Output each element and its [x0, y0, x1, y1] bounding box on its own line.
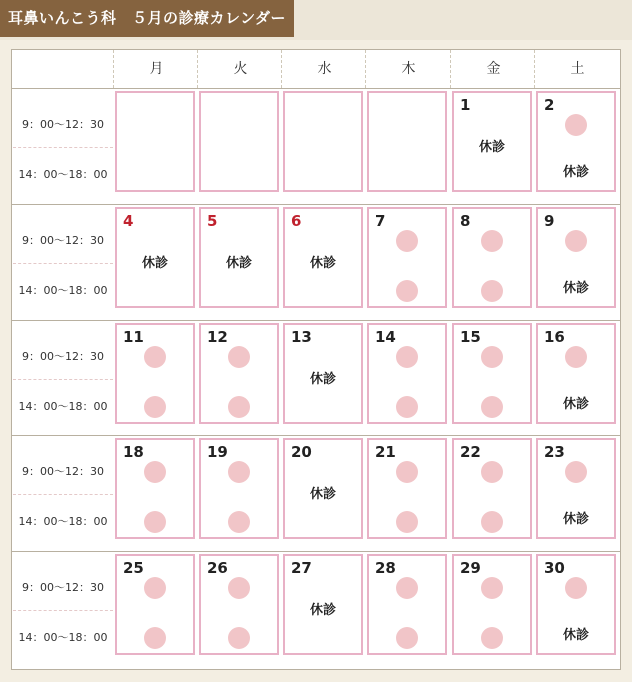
time-slot-divider — [13, 147, 113, 148]
time-slot-afternoon: 14：00～18：00 — [18, 631, 108, 644]
open-morning-dot — [228, 346, 250, 368]
day-number: 4 — [123, 212, 134, 230]
day-number: 6 — [291, 212, 302, 230]
open-morning-dot — [565, 230, 587, 252]
day-number: 16 — [544, 328, 565, 346]
row-separator — [11, 88, 621, 89]
day-number: 5 — [207, 212, 218, 230]
time-slot-morning: 9：00～12：30 — [22, 350, 104, 363]
closed-label: 休診 — [309, 603, 336, 618]
time-slot-morning: 9：00～12：30 — [22, 465, 104, 478]
day-number: 25 — [123, 559, 144, 577]
closed-label: 休診 — [562, 512, 589, 527]
day-cell[interactable] — [199, 438, 279, 539]
open-afternoon-dot — [481, 280, 503, 302]
day-number: 15 — [460, 328, 481, 346]
closed-label: 休診 — [309, 487, 336, 502]
open-afternoon-dot — [144, 627, 166, 649]
open-morning-dot — [481, 461, 503, 483]
open-morning-dot — [396, 461, 418, 483]
open-afternoon-dot — [396, 396, 418, 418]
day-number: 9 — [544, 212, 555, 230]
weekday-header: 水 — [317, 61, 332, 77]
day-number: 23 — [544, 443, 565, 461]
closed-label: 休診 — [562, 165, 589, 180]
day-number: 14 — [375, 328, 396, 346]
day-number: 22 — [460, 443, 481, 461]
day-number: 1 — [460, 96, 471, 114]
day-cell[interactable] — [452, 554, 532, 655]
open-morning-dot — [228, 461, 250, 483]
day-cell[interactable] — [536, 207, 616, 308]
day-cell[interactable] — [536, 91, 616, 192]
time-slot-afternoon: 14：00～18：00 — [18, 168, 108, 181]
open-afternoon-dot — [144, 511, 166, 533]
time-slot-morning: 9：00～12：30 — [22, 118, 104, 131]
day-cell[interactable] — [199, 91, 279, 192]
open-morning-dot — [565, 461, 587, 483]
closed-label: 休診 — [478, 140, 505, 155]
day-number: 27 — [291, 559, 312, 577]
open-morning-dot — [396, 230, 418, 252]
weekday-header: 月 — [149, 61, 164, 77]
day-cell[interactable] — [115, 91, 195, 192]
open-afternoon-dot — [396, 627, 418, 649]
time-slot-afternoon: 14：00～18：00 — [18, 515, 108, 528]
day-number: 20 — [291, 443, 312, 461]
weekday-header: 木 — [401, 61, 416, 77]
day-cell[interactable] — [199, 323, 279, 424]
day-cell[interactable] — [283, 554, 363, 655]
day-cell[interactable] — [536, 554, 616, 655]
day-cell[interactable] — [367, 438, 447, 539]
day-cell[interactable] — [536, 438, 616, 539]
open-afternoon-dot — [396, 511, 418, 533]
day-cell[interactable] — [452, 438, 532, 539]
closed-label: 休診 — [141, 256, 168, 271]
day-cell[interactable] — [283, 323, 363, 424]
open-morning-dot — [565, 114, 587, 136]
open-morning-dot — [481, 577, 503, 599]
row-separator — [11, 551, 621, 552]
open-afternoon-dot — [481, 396, 503, 418]
closed-label: 休診 — [562, 281, 589, 296]
day-number: 21 — [375, 443, 396, 461]
time-slot-divider — [13, 610, 113, 611]
day-number: 18 — [123, 443, 144, 461]
day-number: 19 — [207, 443, 228, 461]
row-separator — [11, 320, 621, 321]
open-morning-dot — [144, 346, 166, 368]
day-cell[interactable] — [199, 207, 279, 308]
day-number: 13 — [291, 328, 312, 346]
day-cell[interactable] — [283, 91, 363, 192]
open-afternoon-dot — [481, 627, 503, 649]
day-cell[interactable] — [115, 438, 195, 539]
weekday-header: 金 — [486, 61, 501, 77]
open-afternoon-dot — [144, 396, 166, 418]
closed-label: 休診 — [562, 397, 589, 412]
time-slot-afternoon: 14：00～18：00 — [18, 284, 108, 297]
day-cell[interactable] — [452, 207, 532, 308]
row-separator — [11, 435, 621, 436]
time-slot-divider — [13, 263, 113, 264]
day-number: 12 — [207, 328, 228, 346]
day-cell[interactable] — [452, 91, 532, 192]
weekday-header: 土 — [570, 61, 585, 77]
open-afternoon-dot — [228, 511, 250, 533]
open-morning-dot — [396, 577, 418, 599]
day-cell[interactable] — [452, 323, 532, 424]
time-slot-morning: 9：00～12：30 — [22, 234, 104, 247]
day-number: 29 — [460, 559, 481, 577]
day-cell[interactable] — [367, 207, 447, 308]
day-cell[interactable] — [283, 207, 363, 308]
closed-label: 休診 — [309, 256, 336, 271]
day-cell[interactable] — [283, 438, 363, 539]
time-slot-morning: 9：00～12：30 — [22, 581, 104, 594]
day-number: 7 — [375, 212, 386, 230]
open-morning-dot — [481, 230, 503, 252]
day-cell[interactable] — [367, 323, 447, 424]
day-number: 2 — [544, 96, 555, 114]
time-slot-afternoon: 14：00～18：00 — [18, 400, 108, 413]
day-cell[interactable] — [199, 554, 279, 655]
day-number: 26 — [207, 559, 228, 577]
page-title: 耳鼻いんこう科 ５月の診療カレンダー — [0, 0, 294, 37]
closed-label: 休診 — [562, 628, 589, 643]
closed-label: 休診 — [225, 256, 252, 271]
open-morning-dot — [144, 577, 166, 599]
day-number: 30 — [544, 559, 565, 577]
day-cell[interactable] — [115, 207, 195, 308]
open-morning-dot — [144, 461, 166, 483]
open-afternoon-dot — [396, 280, 418, 302]
day-cell[interactable] — [536, 323, 616, 424]
open-afternoon-dot — [481, 511, 503, 533]
day-number: 11 — [123, 328, 144, 346]
day-number: 8 — [460, 212, 471, 230]
open-morning-dot — [481, 346, 503, 368]
day-cell[interactable] — [367, 91, 447, 192]
day-cell[interactable] — [115, 323, 195, 424]
open-morning-dot — [228, 577, 250, 599]
closed-label: 休診 — [309, 372, 336, 387]
open-afternoon-dot — [228, 627, 250, 649]
time-slot-divider — [13, 494, 113, 495]
row-separator — [11, 204, 621, 205]
time-slot-divider — [13, 379, 113, 380]
open-morning-dot — [396, 346, 418, 368]
open-afternoon-dot — [228, 396, 250, 418]
open-morning-dot — [565, 577, 587, 599]
day-cell[interactable] — [115, 554, 195, 655]
open-morning-dot — [565, 346, 587, 368]
day-cell[interactable] — [367, 554, 447, 655]
day-number: 28 — [375, 559, 396, 577]
weekday-header: 火 — [233, 61, 248, 77]
